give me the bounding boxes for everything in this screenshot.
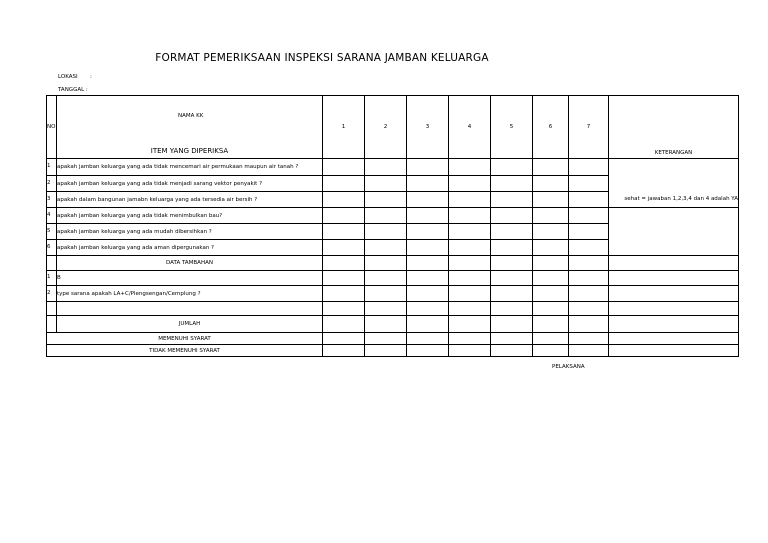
total-cell[interactable]: [407, 333, 449, 345]
answer-cell[interactable]: [449, 271, 491, 286]
tanggal-label: TANGGAL :: [58, 87, 88, 93]
answer-cell[interactable]: [491, 286, 533, 302]
answer-cell[interactable]: [365, 208, 407, 224]
answer-cell[interactable]: [491, 159, 533, 176]
keterangan-cell[interactable]: [609, 159, 739, 176]
keterangan-cell[interactable]: [609, 333, 739, 345]
row-number: 2: [47, 179, 51, 186]
total-cell[interactable]: [323, 333, 365, 345]
answer-cell[interactable]: [491, 302, 533, 316]
answer-cell[interactable]: [323, 224, 365, 240]
answer-cell[interactable]: [365, 192, 407, 208]
answer-cell[interactable]: [533, 208, 569, 224]
item-text: apakah jamban keluarga yang ada tidak menimbulkan bau?: [57, 208, 323, 224]
answer-cell[interactable]: [533, 286, 569, 302]
table-row: [47, 224, 739, 240]
answer-cell[interactable]: [323, 302, 365, 316]
answer-cell[interactable]: [323, 286, 365, 302]
answer-cell[interactable]: [533, 302, 569, 316]
total-cell[interactable]: [533, 345, 569, 357]
inspection-table: [46, 95, 739, 357]
answer-cell[interactable]: [407, 240, 449, 256]
tidak-memenuhi-row: [47, 345, 739, 357]
keterangan-cell[interactable]: [609, 240, 739, 256]
answer-cell[interactable]: [323, 159, 365, 176]
total-cell[interactable]: [449, 316, 491, 333]
total-cell[interactable]: [323, 316, 365, 333]
answer-cell[interactable]: [569, 240, 609, 256]
total-cell[interactable]: [407, 345, 449, 357]
row-number: 1: [47, 163, 51, 169]
tidak-memenuhi-label: TIDAK MEMENUHI SYARAT: [47, 345, 323, 357]
total-cell[interactable]: [569, 345, 609, 357]
header-col-5: 5: [491, 96, 533, 159]
lokasi-label: LOKASI: [58, 74, 78, 80]
answer-cell[interactable]: [407, 302, 449, 316]
header-col-6: 6: [533, 96, 569, 159]
keterangan-note: sehat = jawaban 1,2,3,4 dan 4 adalah YA: [609, 192, 739, 208]
keterangan-cell[interactable]: [609, 271, 739, 286]
total-cell[interactable]: [365, 333, 407, 345]
row-number: 5: [47, 227, 51, 234]
total-cell[interactable]: [533, 333, 569, 345]
answer-cell[interactable]: [407, 208, 449, 224]
header-no: NO: [47, 96, 57, 159]
answer-cell[interactable]: [569, 271, 609, 286]
total-cell[interactable]: [491, 345, 533, 357]
table-row: [47, 159, 739, 176]
answer-cell[interactable]: [407, 224, 449, 240]
row-number: 4: [47, 211, 51, 218]
table-row: [47, 192, 739, 208]
answer-cell[interactable]: [449, 176, 491, 192]
row-number: 3: [47, 195, 51, 202]
answer-cell[interactable]: [569, 192, 609, 208]
answer-cell[interactable]: [569, 224, 609, 240]
answer-cell[interactable]: [569, 208, 609, 224]
answer-cell[interactable]: [449, 159, 491, 176]
answer-cell[interactable]: [449, 240, 491, 256]
answer-cell[interactable]: [365, 176, 407, 192]
header-keterangan: KETERANGAN: [609, 96, 739, 159]
table-row: [47, 286, 739, 302]
answer-cell[interactable]: [491, 208, 533, 224]
item-text: apakah jamban keluarga yang ada aman dipergunakan ?: [57, 240, 323, 256]
answer-cell[interactable]: [569, 159, 609, 176]
answer-cell[interactable]: [323, 271, 365, 286]
jumlah-label: JUMLAH: [57, 316, 323, 333]
answer-cell[interactable]: [407, 271, 449, 286]
answer-cell[interactable]: [569, 302, 609, 316]
answer-cell[interactable]: [323, 176, 365, 192]
answer-cell[interactable]: [533, 192, 569, 208]
header-col-1: 1: [323, 96, 365, 159]
item-text: apakah jamban keluarga yang ada tidak menjadi sarang vektor penyakit ?: [57, 176, 323, 192]
answer-cell[interactable]: [365, 240, 407, 256]
item-text: B: [57, 271, 323, 286]
answer-cell[interactable]: [449, 302, 491, 316]
answer-cell[interactable]: [491, 240, 533, 256]
answer-cell[interactable]: [569, 176, 609, 192]
form-title: FORMAT PEMERIKSAAN INSPEKSI SARANA JAMBAN KELUARGA: [155, 52, 489, 64]
answer-cell[interactable]: [365, 286, 407, 302]
nama-kk-label: NAMA KK: [178, 113, 204, 119]
row-number: 1: [47, 274, 51, 280]
item-header-label: ITEM YANG DIPERIKSA: [150, 147, 229, 155]
item-text: apakah dalam bangunan jamabn keluarga yang ada tersedia air bersih ?: [57, 192, 323, 208]
answer-cell[interactable]: [365, 159, 407, 176]
memenuhi-row: [47, 333, 739, 345]
header-item: [57, 96, 323, 159]
answer-cell[interactable]: [407, 176, 449, 192]
header-col-2: 2: [365, 96, 407, 159]
answer-cell[interactable]: [407, 286, 449, 302]
answer-cell[interactable]: [533, 176, 569, 192]
keterangan-cell[interactable]: [609, 256, 739, 271]
answer-cell[interactable]: [365, 302, 407, 316]
total-cell[interactable]: [569, 316, 609, 333]
answer-cell[interactable]: [491, 176, 533, 192]
header-row: [47, 96, 739, 159]
answer-cell[interactable]: [365, 224, 407, 240]
pelaksana-label: PELAKSANA: [552, 364, 585, 370]
answer-cell[interactable]: [533, 271, 569, 286]
row-number: 2: [47, 289, 51, 296]
header-col-3: 3: [407, 96, 449, 159]
answer-cell[interactable]: [407, 192, 449, 208]
total-cell[interactable]: [491, 333, 533, 345]
total-cell[interactable]: [569, 333, 609, 345]
total-cell[interactable]: [365, 345, 407, 357]
keterangan-cell[interactable]: [609, 208, 739, 224]
table-row: [47, 208, 739, 224]
answer-cell[interactable]: [449, 192, 491, 208]
answer-cell[interactable]: [449, 208, 491, 224]
memenuhi-label: MEMENUHI SYARAT: [47, 333, 323, 345]
total-cell[interactable]: [407, 316, 449, 333]
total-cell[interactable]: [491, 316, 533, 333]
answer-cell[interactable]: [569, 286, 609, 302]
total-cell[interactable]: [449, 333, 491, 345]
total-cell[interactable]: [449, 345, 491, 357]
data-tambahan-label: DATA TAMBAHAN: [57, 256, 323, 271]
answer-cell[interactable]: [323, 208, 365, 224]
answer-cell[interactable]: [533, 159, 569, 176]
header-col-4: 4: [449, 96, 491, 159]
total-cell[interactable]: [365, 316, 407, 333]
answer-cell[interactable]: [323, 192, 365, 208]
table-row: [47, 176, 739, 192]
item-text: type sarana apakah LA+C/Plengsengan/Cemplung ?: [57, 286, 323, 302]
answer-cell[interactable]: [533, 224, 569, 240]
header-col-7: 7: [569, 96, 609, 159]
jumlah-row: [47, 316, 739, 333]
lokasi-separator: :: [90, 74, 92, 80]
answer-cell[interactable]: [407, 159, 449, 176]
answer-cell[interactable]: [491, 192, 533, 208]
table-row: [47, 271, 739, 286]
answer-cell[interactable]: [365, 271, 407, 286]
keterangan-cell[interactable]: [609, 224, 739, 240]
total-cell[interactable]: [323, 345, 365, 357]
keterangan-cell[interactable]: [609, 302, 739, 316]
keterangan-cell[interactable]: [609, 316, 739, 333]
data-tambahan-row: [47, 256, 739, 271]
keterangan-cell[interactable]: [609, 345, 739, 357]
table-row: [47, 240, 739, 256]
answer-cell[interactable]: [491, 271, 533, 286]
answer-cell[interactable]: [491, 224, 533, 240]
item-text: apakah jamban keluarga yang ada mudah dibersihkan ?: [57, 224, 323, 240]
row-number: 6: [47, 243, 51, 250]
answer-cell[interactable]: [449, 224, 491, 240]
answer-cell[interactable]: [323, 240, 365, 256]
answer-cell[interactable]: [533, 240, 569, 256]
keterangan-cell[interactable]: [609, 176, 739, 192]
keterangan-cell[interactable]: [609, 286, 739, 302]
item-text: apakah jamban keluarga yang ada tidak mencemari air permukaan maupun air tanah ?: [57, 159, 323, 176]
answer-cell[interactable]: [449, 286, 491, 302]
total-cell[interactable]: [533, 316, 569, 333]
table-row: [47, 302, 739, 316]
